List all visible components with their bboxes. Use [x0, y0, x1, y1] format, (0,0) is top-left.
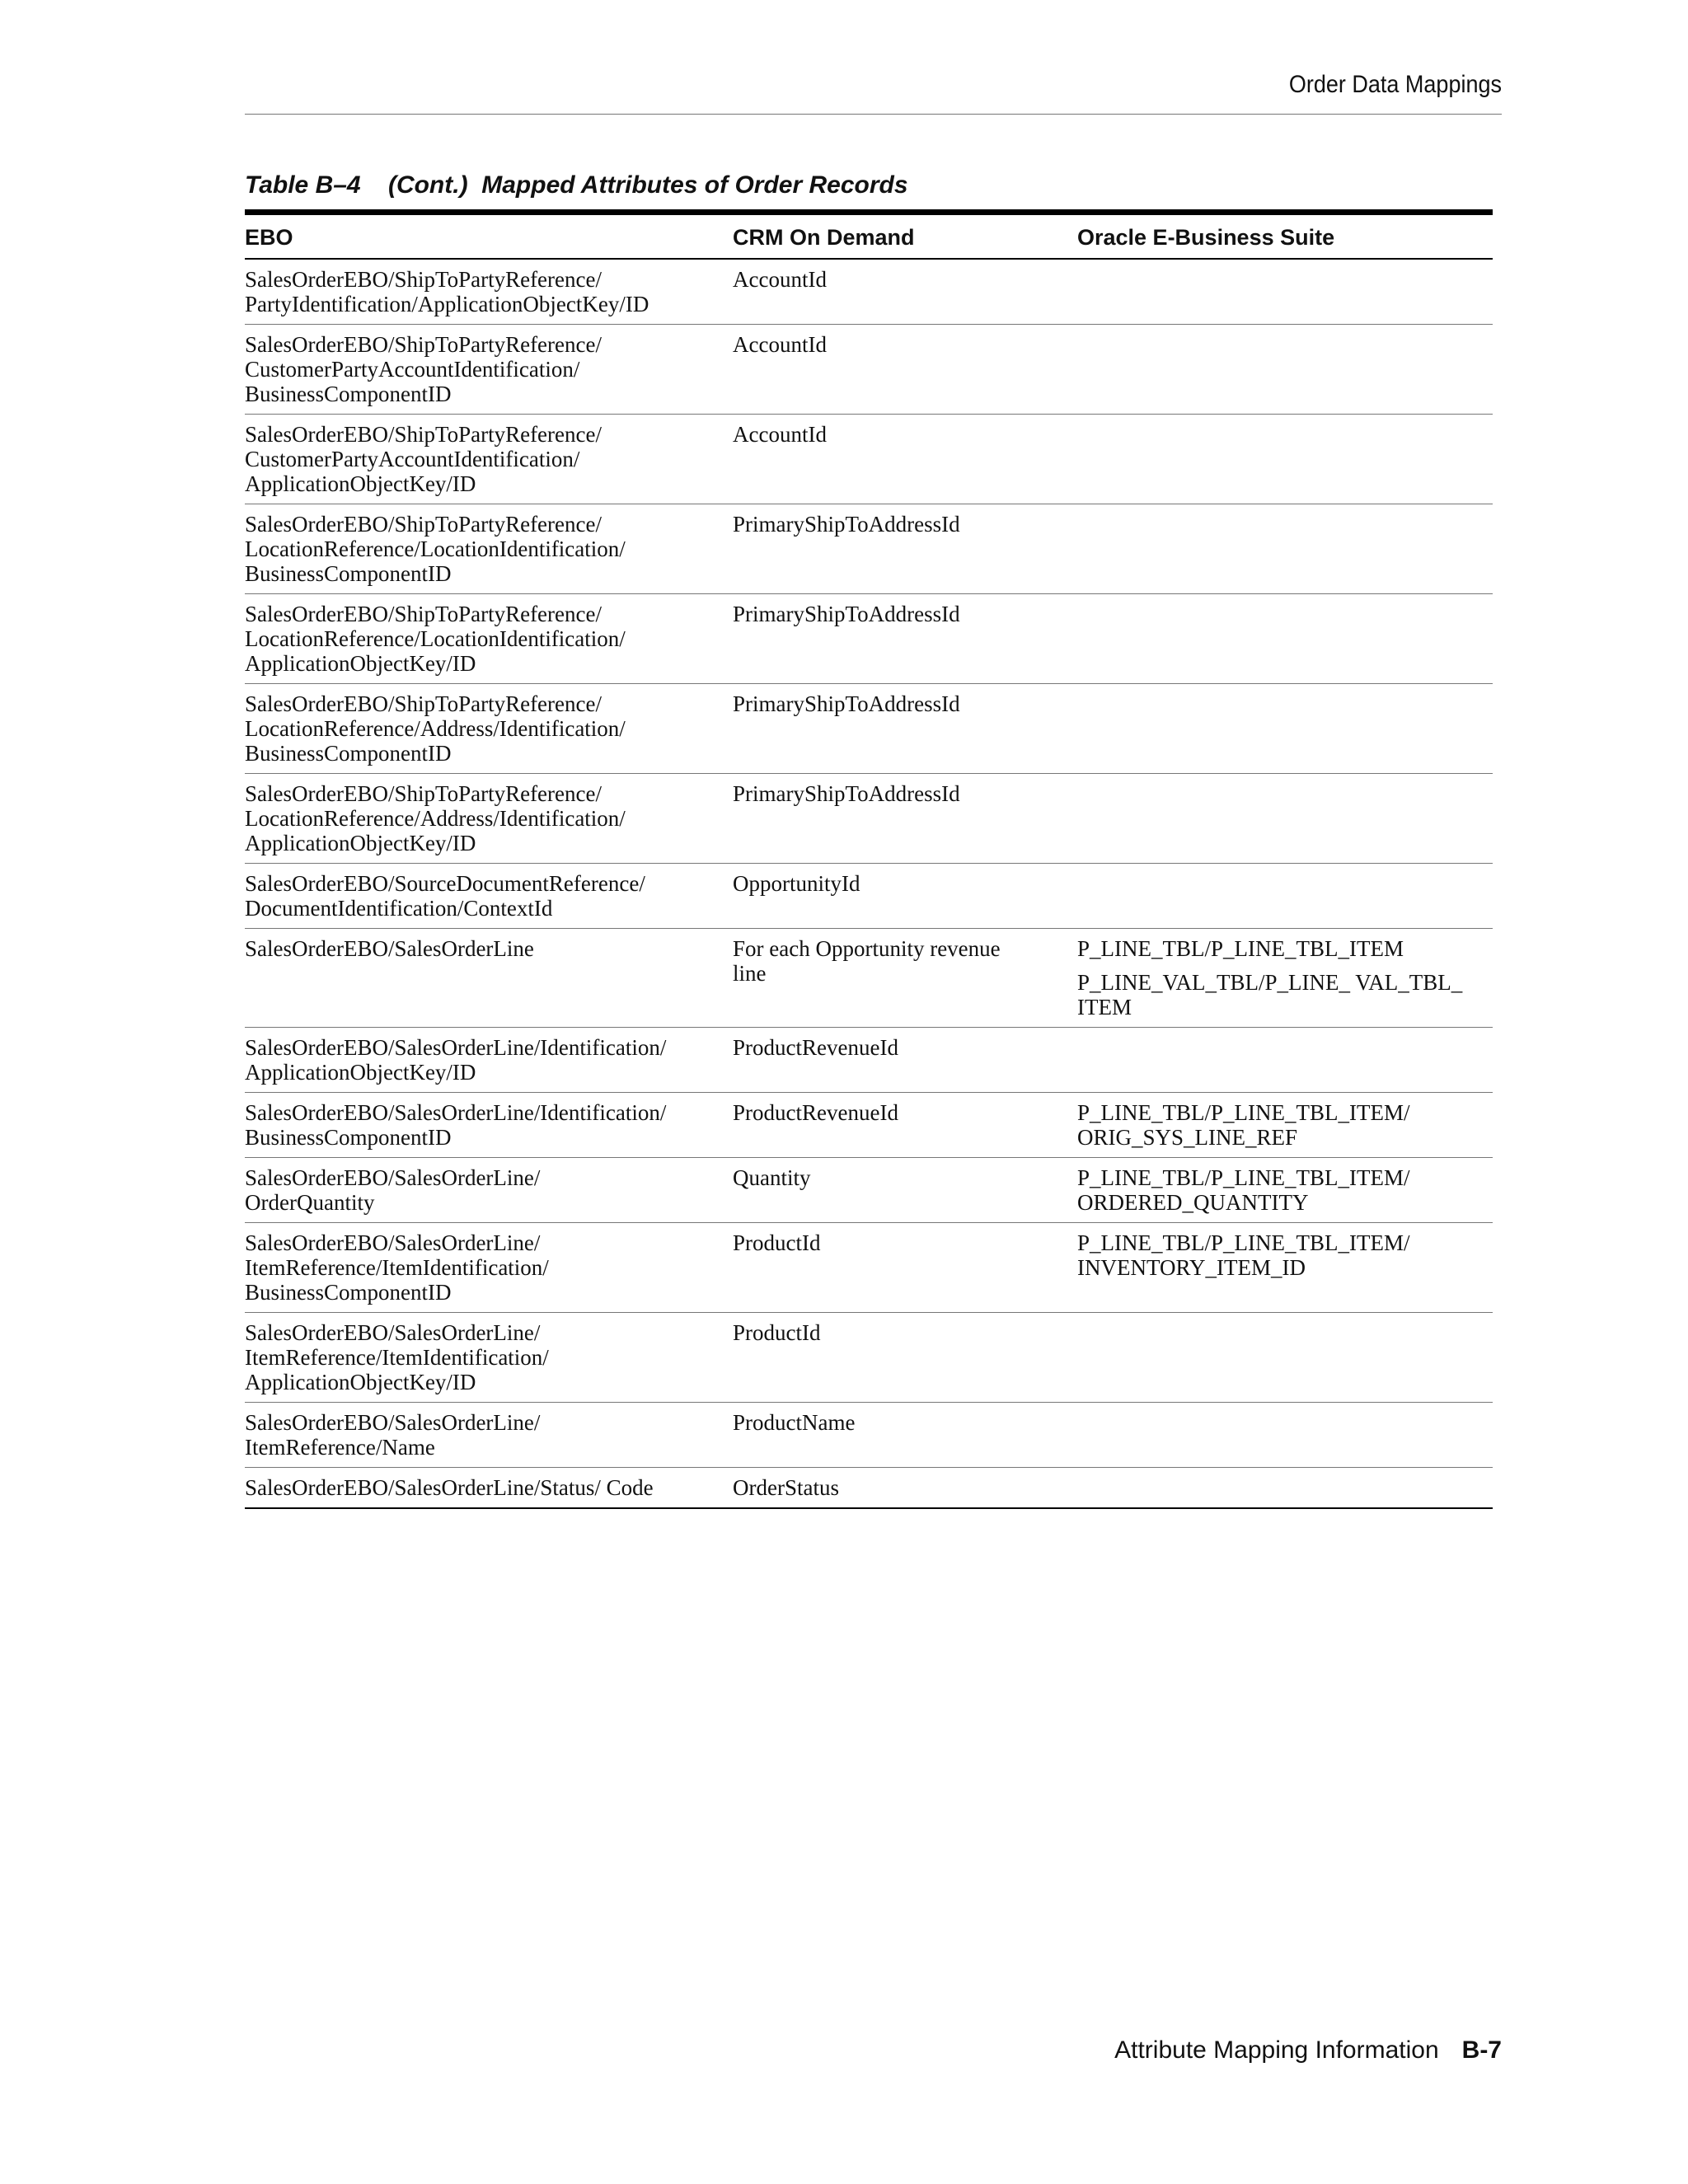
ebo-path-line: SalesOrderEBO/SalesOrderLine/Status/ Code [245, 1475, 654, 1500]
ebo-path-line: SalesOrderEBO/SalesOrderLine/Identification/ [245, 1100, 667, 1125]
table-header-row [245, 213, 1493, 260]
crm-cell [733, 259, 1077, 325]
ebo-path-line: OrderQuantity [245, 1190, 375, 1215]
crm-field-line: AccountId [733, 422, 827, 447]
oracle-cell [1077, 1223, 1493, 1313]
table-row [245, 1223, 1493, 1313]
column-header-ebo: EBO [245, 213, 733, 260]
table-row [245, 1158, 1493, 1223]
ebo-cell [245, 684, 733, 774]
crm-field-line: ProductName [733, 1410, 856, 1435]
table-row [245, 415, 1493, 504]
crm-cell [733, 594, 1077, 684]
oracle-cell [1077, 1093, 1493, 1158]
ebo-cell [245, 504, 733, 594]
ebo-path-line: SalesOrderEBO/ShipToPartyReference/ [245, 602, 602, 626]
table-row [245, 1468, 1493, 1509]
ebo-path-line: SalesOrderEBO/ShipToPartyReference/ [245, 512, 602, 537]
table-body [245, 259, 1493, 1508]
ebo-path-line: SalesOrderEBO/SalesOrderLine [245, 936, 534, 961]
oracle-cell [1077, 594, 1493, 684]
crm-cell [733, 1028, 1077, 1093]
ebo-path-line: ApplicationObjectKey/ID [245, 1060, 476, 1085]
oracle-value [1077, 970, 1493, 1019]
footer-section-title: Attribute Mapping Information [1114, 2036, 1439, 2064]
ebo-path-line: ApplicationObjectKey/ID [245, 471, 476, 496]
ebo-path-line: CustomerPartyAccountIdentification/ [245, 447, 580, 471]
ebo-path-line: ItemReference/Name [245, 1435, 435, 1460]
ebo-cell [245, 259, 733, 325]
page-number: B-7 [1461, 2036, 1502, 2064]
table-row [245, 864, 1493, 929]
table-row [245, 325, 1493, 415]
crm-cell [733, 1313, 1077, 1403]
ebo-path-line: PartyIdentification/ApplicationObjectKey/ID [245, 292, 649, 316]
ebo-path-line: SalesOrderEBO/SalesOrderLine/ [245, 1165, 541, 1190]
ebo-path-line: SalesOrderEBO/SalesOrderLine/ [245, 1410, 541, 1435]
mapping-table [245, 209, 1493, 1509]
ebo-cell [245, 325, 733, 415]
oracle-cell [1077, 1028, 1493, 1093]
oracle-field-line: P_LINE_TBL/P_LINE_TBL_ITEM [1077, 936, 1404, 961]
ebo-path-line: SalesOrderEBO/ShipToPartyReference/ [245, 691, 602, 716]
oracle-cell [1077, 774, 1493, 864]
crm-cell [733, 504, 1077, 594]
ebo-path-line: ApplicationObjectKey/ID [245, 651, 476, 676]
crm-field-line: PrimaryShipToAddressId [733, 781, 960, 806]
crm-cell [733, 774, 1077, 864]
oracle-field-line: P_LINE_TBL/P_LINE_TBL_ITEM/ [1077, 1230, 1410, 1255]
ebo-path-line: LocationReference/LocationIdentification/ [245, 626, 626, 651]
ebo-path-line: SalesOrderEBO/SourceDocumentReference/ [245, 871, 645, 896]
table-row [245, 1028, 1493, 1093]
ebo-path-line: SalesOrderEBO/ShipToPartyReference/ [245, 781, 602, 806]
oracle-value [1077, 1165, 1493, 1215]
crm-field-line: line [733, 961, 767, 986]
oracle-cell [1077, 1313, 1493, 1403]
running-header: Order Data Mappings [1288, 71, 1502, 98]
table-row [245, 504, 1493, 594]
table-row [245, 774, 1493, 864]
ebo-path-line: BusinessComponentID [245, 561, 452, 586]
ebo-path-line: BusinessComponentID [245, 1125, 452, 1150]
ebo-cell [245, 594, 733, 684]
table-caption: Table B–4 (Cont.) Mapped Attributes of Order Records [245, 171, 908, 199]
ebo-path-line: LocationReference/Address/Identification/ [245, 806, 626, 831]
ebo-cell [245, 774, 733, 864]
crm-cell [733, 415, 1077, 504]
oracle-value [1077, 1100, 1493, 1150]
ebo-path-line: LocationReference/Address/Identification/ [245, 716, 626, 741]
oracle-value [1077, 1230, 1493, 1280]
ebo-cell [245, 1468, 733, 1509]
table-row [245, 259, 1493, 325]
crm-cell [733, 325, 1077, 415]
ebo-path-line: BusinessComponentID [245, 382, 452, 406]
ebo-path-line: SalesOrderEBO/SalesOrderLine/ [245, 1320, 541, 1345]
crm-cell [733, 1093, 1077, 1158]
ebo-cell [245, 1158, 733, 1223]
oracle-cell [1077, 929, 1493, 1028]
table-row [245, 1093, 1493, 1158]
crm-field-line: AccountId [733, 267, 827, 292]
ebo-path-line: ApplicationObjectKey/ID [245, 1370, 476, 1394]
ebo-path-line: SalesOrderEBO/SalesOrderLine/Identification/ [245, 1035, 667, 1060]
ebo-path-line: SalesOrderEBO/ShipToPartyReference/ [245, 267, 602, 292]
table-row [245, 1403, 1493, 1468]
oracle-cell [1077, 1403, 1493, 1468]
ebo-path-line: BusinessComponentID [245, 1280, 452, 1305]
crm-cell [733, 1223, 1077, 1313]
crm-field-line: PrimaryShipToAddressId [733, 602, 960, 626]
ebo-cell [245, 1403, 733, 1468]
oracle-cell [1077, 504, 1493, 594]
ebo-path-line: SalesOrderEBO/ShipToPartyReference/ [245, 332, 602, 357]
crm-field-line: PrimaryShipToAddressId [733, 512, 960, 537]
oracle-cell [1077, 415, 1493, 504]
header-rule [245, 114, 1502, 115]
crm-field-line: OpportunityId [733, 871, 860, 896]
crm-cell [733, 864, 1077, 929]
oracle-cell [1077, 259, 1493, 325]
ebo-cell [245, 1223, 733, 1313]
ebo-path-line: SalesOrderEBO/ShipToPartyReference/ [245, 422, 602, 447]
ebo-cell [245, 864, 733, 929]
oracle-cell [1077, 684, 1493, 774]
ebo-path-line: CustomerPartyAccountIdentification/ [245, 357, 580, 382]
ebo-path-line: DocumentIdentification/ContextId [245, 896, 553, 921]
ebo-cell [245, 929, 733, 1028]
crm-field-line: OrderStatus [733, 1475, 839, 1500]
crm-field-line: ProductRevenueId [733, 1035, 898, 1060]
crm-cell [733, 1403, 1077, 1468]
crm-cell [733, 684, 1077, 774]
oracle-field-line: ORIG_SYS_LINE_REF [1077, 1125, 1298, 1150]
ebo-path-line: SalesOrderEBO/SalesOrderLine/ [245, 1230, 541, 1255]
page-footer [1114, 2036, 1502, 2064]
oracle-cell [1077, 325, 1493, 415]
oracle-cell [1077, 1468, 1493, 1509]
oracle-value [1077, 936, 1493, 961]
oracle-field-line: P_LINE_TBL/P_LINE_TBL_ITEM/ [1077, 1100, 1410, 1125]
oracle-field-line: P_LINE_VAL_TBL/P_LINE_ VAL_TBL_ [1077, 970, 1463, 995]
oracle-field-line: ITEM [1077, 995, 1132, 1019]
column-header-oracle-ebs: Oracle E-Business Suite [1077, 213, 1493, 260]
ebo-path-line: ItemReference/ItemIdentification/ [245, 1345, 549, 1370]
crm-field-line: AccountId [733, 332, 827, 357]
table-row [245, 684, 1493, 774]
crm-field-line: ProductId [733, 1230, 821, 1255]
oracle-field-line: INVENTORY_ITEM_ID [1077, 1255, 1306, 1280]
ebo-path-line: ApplicationObjectKey/ID [245, 831, 476, 855]
crm-field-line: ProductRevenueId [733, 1100, 898, 1125]
oracle-field-line: ORDERED_QUANTITY [1077, 1190, 1309, 1215]
crm-field-line: PrimaryShipToAddressId [733, 691, 960, 716]
ebo-cell [245, 415, 733, 504]
ebo-path-line: ItemReference/ItemIdentification/ [245, 1255, 549, 1280]
crm-field-line: Quantity [733, 1165, 811, 1190]
crm-field-line: For each Opportunity revenue [733, 936, 1001, 961]
ebo-path-line: LocationReference/LocationIdentification/ [245, 537, 626, 561]
oracle-cell [1077, 1158, 1493, 1223]
oracle-field-line: P_LINE_TBL/P_LINE_TBL_ITEM/ [1077, 1165, 1410, 1190]
ebo-cell [245, 1313, 733, 1403]
ebo-cell [245, 1028, 733, 1093]
crm-cell [733, 1468, 1077, 1509]
table-row [245, 594, 1493, 684]
crm-field-line: ProductId [733, 1320, 821, 1345]
crm-cell [733, 1158, 1077, 1223]
ebo-path-line: BusinessComponentID [245, 741, 452, 766]
crm-cell [733, 929, 1077, 1028]
ebo-cell [245, 1093, 733, 1158]
oracle-cell [1077, 864, 1493, 929]
table-row [245, 1313, 1493, 1403]
table-row [245, 929, 1493, 1028]
column-header-crm-on-demand: CRM On Demand [733, 213, 1077, 260]
